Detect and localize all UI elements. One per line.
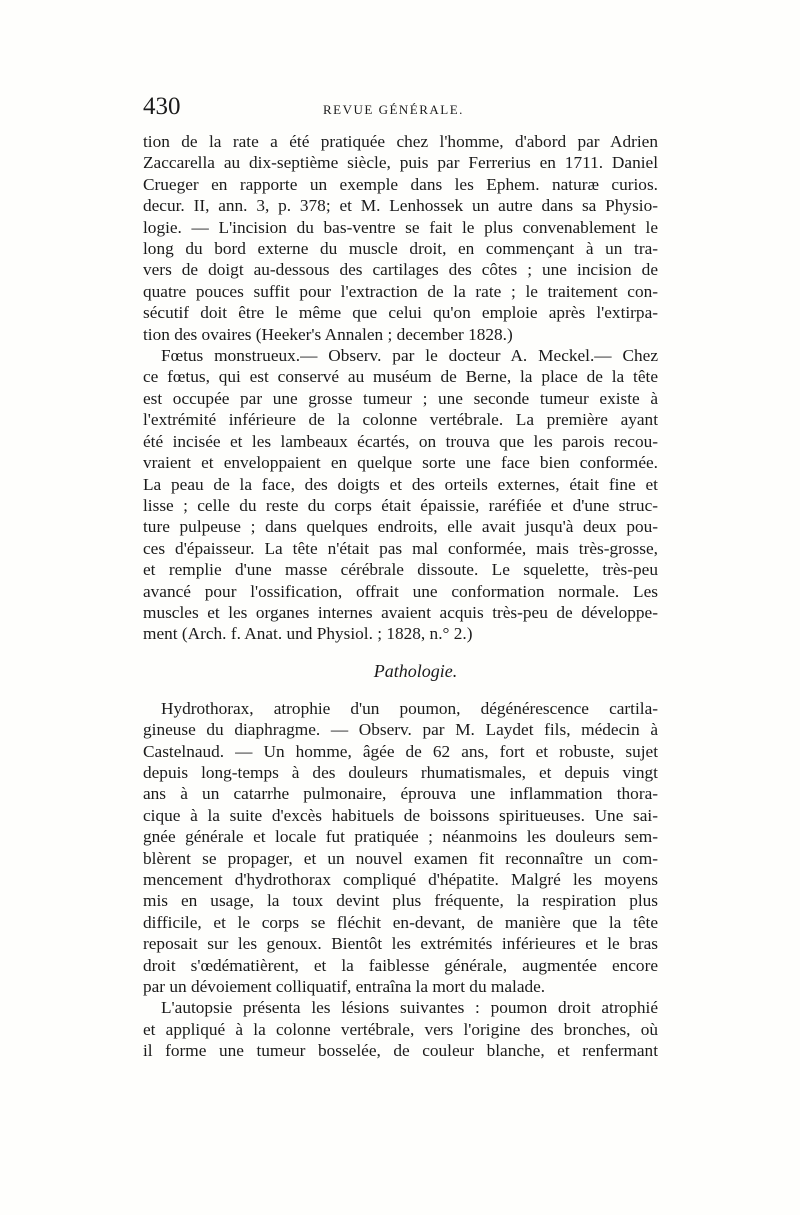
text-line: cique à la suite d'excès habituels de boissons spiritueuses. Une sai- [143, 805, 658, 825]
text-line: il forme une tumeur bosselée, de couleur blanche, et renfermant [143, 1041, 658, 1061]
text-line: ces d'épaisseur. La tête n'était pas mal conformée, mais très-grosse, [143, 538, 658, 558]
text-line: mencement d'hydrothorax compliqué d'hépatite. Malgré les moyens [143, 870, 658, 889]
text-line: et appliqué à la colonne vertébrale, vers l'origine des bronches, où [143, 1019, 658, 1039]
text-line: depuis long-temps à des douleurs rhumatismales, et depuis vingt [143, 762, 658, 782]
text-line: vraient et enveloppaient en quelque sorte une face bien conformée. [143, 453, 658, 473]
text-line: Castelnaud. — Un homme, âgée de 62 ans, fort et robuste, sujet [143, 741, 658, 761]
text-line: ce fœtus, qui est conservé au muséum de Berne, la place de la tête [143, 367, 658, 387]
text-line: été incisée et les lambeaux écartés, on trouva que les parois recou- [143, 431, 658, 451]
text-line: gineuse du diaphragme. — Observ. par M. Laydet fils, médecin à [143, 720, 658, 740]
text-line: ment (Arch. f. Anat. und Physiol. ; 1828, n.° 2.) [143, 624, 473, 644]
text-line: mis en usage, la toux devint plus fréquente, la respiration plus [143, 891, 658, 911]
paragraph-foetus-monstrueux [143, 345, 658, 645]
text-line: ture pulpeuse ; dans quelques endroits, elle avait jusqu'à deux pou- [143, 517, 658, 537]
text-line: long du bord externe du muscle droit, en commençant à un tra- [143, 239, 658, 259]
paragraph-splenectomy [143, 131, 658, 345]
text-line: tion de la rate a été pratiquée chez l'homme, d'abord par Adrien [143, 132, 658, 151]
text-line: droit s'œdématièrent, et la faiblesse générale, augmentée encore [143, 955, 658, 975]
paragraph-autopsie [143, 997, 658, 1061]
text-line: Zaccarella au dix-septième siècle, puis par Ferrerius en 1711. Daniel [143, 153, 658, 173]
page-number: 430 [143, 93, 181, 120]
text-line: l'extrémité inférieure de la colonne vertébrale. La première ayant [143, 410, 658, 430]
text-line: quatre pouces suffit pour l'extraction de la rate ; le traitement con- [143, 281, 658, 301]
text-line: est occupée par une grosse tumeur ; une seconde tumeur existe à [143, 388, 658, 408]
text-line: tion des ovaires (Heeker's Annalen ; december 1828.) [143, 324, 513, 344]
text-line: avancé pour l'ossification, offrait une conformation normale. Les [143, 581, 658, 601]
text-line: Crueger en rapporte un exemple dans les Ephem. naturæ curios. [143, 174, 658, 194]
section-title: Pathologie. [373, 660, 458, 681]
text-line: Fœtus monstrueux.— Observ. par le docteur A. Meckel.— Chez [161, 346, 658, 366]
text-line: gnée générale et locale fut pratiquée ; néanmoins les douleurs sem- [143, 827, 658, 847]
body-text [143, 131, 658, 1062]
text-line: vers de doigt au-dessous des cartilages des côtes ; une incision de [143, 260, 658, 280]
text-line: La peau de la face, des doigts et des orteils externes, était fine et [143, 474, 658, 494]
text-line: logie. — L'incision du bas-ventre se fait le plus convenablement le [143, 217, 658, 237]
page-header [143, 93, 658, 131]
text-line: decur. II, ann. 3, p. 378; et M. Lenhossek un autre dans sa Physio- [143, 196, 658, 216]
text-line: par un dévoiement colliquatif, entraîna la mort du malade. [143, 977, 546, 997]
running-title: REVUE GÉNÉRALE. [323, 102, 464, 117]
text-line: blèrent se propager, et un nouvel examen fit reconnaître un com- [143, 848, 658, 868]
text-line: difficile, et le corps se fléchit en-devant, de manière que la tête [143, 912, 658, 932]
text-line: lisse ; celle du reste du corps était épaissie, raréfiée et d'une struc- [143, 495, 658, 515]
text-line: sécutif doit être le même que celui qu'on emploie après l'extirpa- [143, 303, 658, 323]
text-line: Hydrothorax, atrophie d'un poumon, dégénérescence cartila- [161, 698, 658, 718]
text-line: reposait sur les genoux. Bientôt les extrémités inférieures et le bras [143, 934, 658, 954]
text-line: ans à un catarrhe pulmonaire, éprouva une inflammation thora- [143, 784, 658, 804]
text-line: muscles et les organes internes avaient acquis très-peu de développe- [143, 602, 658, 622]
text-line: et remplie d'une masse cérébrale dissoute. Le squelette, très-peu [143, 560, 658, 580]
paragraph-hydrothorax [143, 698, 658, 998]
text-line: L'autopsie présenta les lésions suivantes : poumon droit atrophié [161, 998, 658, 1018]
